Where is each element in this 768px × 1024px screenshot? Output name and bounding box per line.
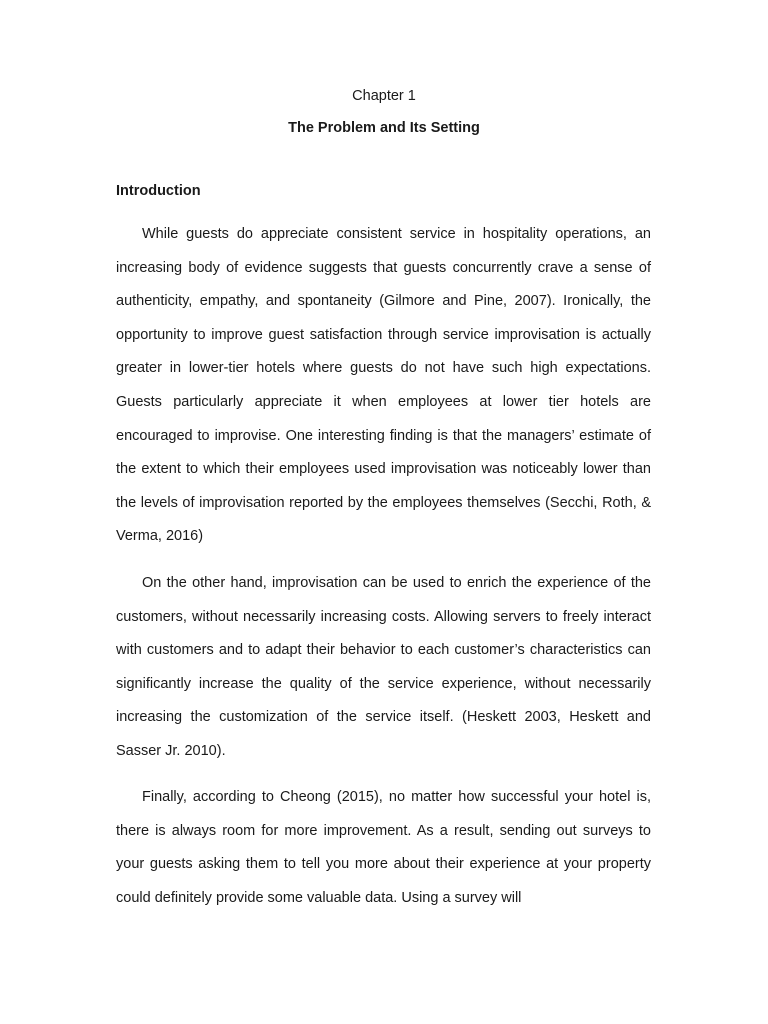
section-heading-introduction: Introduction (116, 183, 201, 199)
body-paragraph: While guests do appreciate consistent service in hospitality operations, an increasing body of evidence suggests that guests concurrently crave a sense of authenticity, empathy, and spontaneity (Gilmore and Pine, 2007). Ironically, the opportunity to improve guest satisfaction through service improvisation is actually greater in lower-tier hotels where guests do not have such high expectations. Guests particularly appreciate it when employees at lower tier hotels are encouraged to improvise. One interesting finding is that the managers’ estimate of the extent to which their employees used improvisation was noticeably lower than the levels of improvisation reported by the employees themselves (Secchi, Roth, & Verma, 2016) (116, 226, 651, 545)
chapter-title: The Problem and Its Setting (288, 120, 480, 136)
chapter-label: Chapter 1 (352, 88, 416, 104)
body-paragraph: On the other hand, improvisation can be used to enrich the experience of the customers, without necessarily increasing costs. Allowing servers to freely interact with customers and to adapt their behavior to each customer’s characteristics can significantly increase the quality of the service experience, without necessarily increasing the customization of the service itself. (Heskett 2003, Heskett and Sasser Jr. 2010). (116, 575, 651, 759)
body-paragraph: Finally, according to Cheong (2015), no matter how successful your hotel is, there is always room for more improvement. As a result, sending out surveys to your guests asking them to tell you more about their experience at your property could definitely provide some valuable data. Using a survey will (116, 789, 651, 906)
